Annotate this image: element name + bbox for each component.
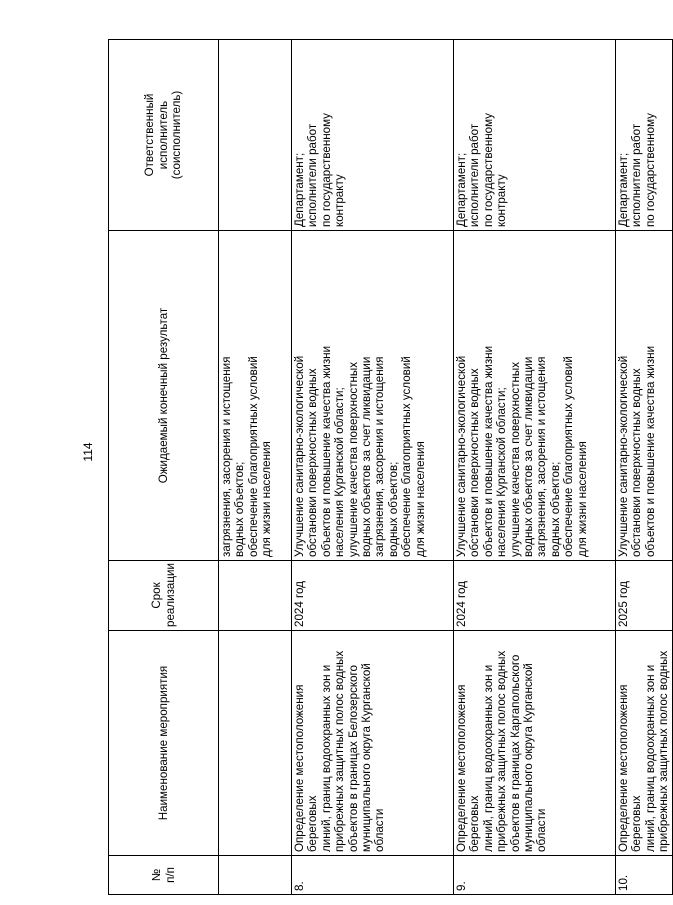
header-result: Ожидаемый конечный результат — [109, 231, 219, 561]
table-row — [616, 40, 673, 895]
rotated-table-area — [108, 40, 671, 895]
cell-executor — [219, 40, 292, 231]
table-header-row — [109, 40, 219, 895]
cell-num: 10. — [616, 856, 673, 895]
cell-result: Улучшение санитарно-экологической обстановки поверхностных водных объектов и повышение качества жизни населения Курганской области; улучшение качества поверхностных водных объектов за счет ликвидации загрязнения, засорения и истощения водных объектов; обеспечение благоприятных условий для жизни населения — [454, 231, 616, 561]
cell-result: Улучшение санитарно-экологической обстановки поверхностных водных объектов и повышение качества жизни — [616, 231, 673, 561]
cell-executor: Департамент; исполнители работ по государственному — [616, 40, 673, 231]
cell-num — [219, 856, 292, 895]
measures-table — [108, 39, 673, 895]
header-executor: Ответственный исполнитель (соисполнитель) — [109, 40, 219, 231]
cell-term: 2024 год — [454, 561, 616, 631]
cell-num: 8. — [292, 856, 454, 895]
cell-result: Улучшение санитарно-экологической обстановки поверхностных водных объектов и повышение качества жизни населения Курганской области; улучшение качества поверхностных водных объектов за счет ликвидации загрязнения, засорения и истощения водных объектов; обеспечение благоприятных условий для жизни населения — [292, 231, 454, 561]
cell-num: 9. — [454, 856, 616, 895]
table-row-continuation — [219, 40, 292, 895]
cell-term: 2025 год — [616, 561, 673, 631]
header-term: Срок реализации — [109, 561, 219, 631]
header-name: Наименование мероприятия — [109, 631, 219, 856]
cell-term — [219, 561, 292, 631]
cell-name: Определение местоположения береговых линий, границ водоохранных зон и прибрежных защитных полос водных объектов в границах Белозерского муниципального округа Курганской области — [292, 631, 454, 856]
header-num: № п/п — [109, 856, 219, 895]
cell-name: Определение местоположения береговых линий, границ водоохранных зон и прибрежных защитных полос водных — [616, 631, 673, 856]
cell-result: загрязнения, засорения и истощения водных объектов; обеспечение благоприятных условий для жизни населения — [219, 231, 292, 561]
cell-executor: Департамент; исполнители работ по государственному контракту — [292, 40, 454, 231]
cell-term: 2024 год — [292, 561, 454, 631]
cell-name — [219, 631, 292, 856]
cell-executor: Департамент; исполнители работ по государственному контракту — [454, 40, 616, 231]
table-wrapper — [108, 40, 671, 895]
table-row — [292, 40, 454, 895]
page-number: 114 — [81, 442, 95, 462]
cell-name: Определение местоположения береговых линий, границ водоохранных зон и прибрежных защитных полос водных объектов в границах Каргапольского муниципального округа Курганской области — [454, 631, 616, 856]
table-row — [454, 40, 616, 895]
